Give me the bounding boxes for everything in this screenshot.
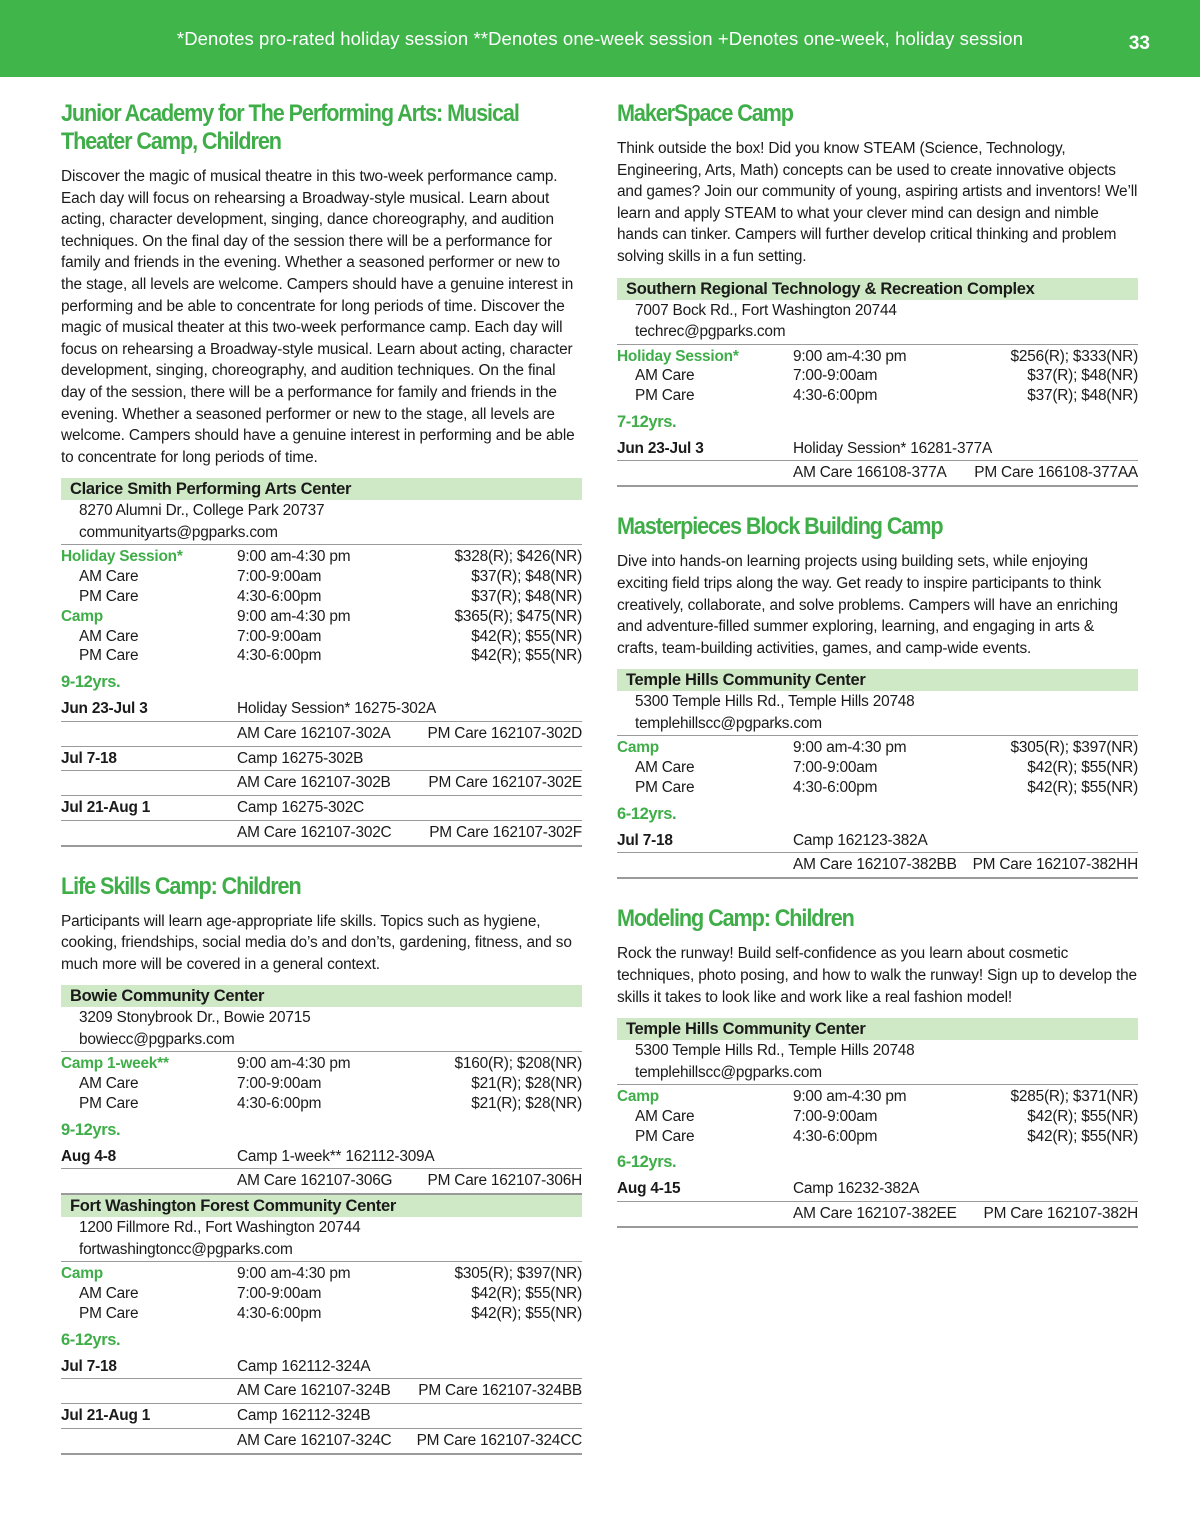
price-time: 9:00 am-4:30 pm <box>793 739 907 757</box>
price-time: 7:00-9:00am <box>237 627 322 645</box>
location-address: 1200 Fillmore Rd., Fort Washington 20744 <box>79 1219 361 1237</box>
location-block <box>61 478 582 846</box>
session-code-secondary: PM Care 162107-302D <box>427 724 582 742</box>
location-name: Clarice Smith Performing Arts Center <box>61 478 582 500</box>
price-label <box>61 567 237 587</box>
price-label <box>61 1054 237 1074</box>
price-label <box>61 1304 237 1324</box>
session-date: Jul 7-18 <box>617 831 673 849</box>
location-name: Fort Washington Forest Community Center <box>61 1195 582 1217</box>
price-time: 4:30-6:00pm <box>793 387 878 405</box>
price-time: 7:00-9:00am <box>237 1285 322 1303</box>
session-row <box>617 853 1138 878</box>
location-name: Temple Hills Community Center <box>617 1018 1138 1040</box>
price-row <box>61 627 582 647</box>
session-code: Holiday Session* 16281-377A <box>793 439 993 457</box>
price-label <box>61 646 237 666</box>
price-amount: $37(R); $48(NR) <box>1027 367 1138 385</box>
price-label-text: AM Care <box>79 1285 139 1303</box>
price-amount: $160(R); $208(NR) <box>454 1055 582 1073</box>
price-label-text: Camp <box>61 1265 103 1283</box>
price-time: 9:00 am-4:30 pm <box>793 347 907 365</box>
session-code: Camp 16275-302B <box>237 749 364 767</box>
age-range: 9-12yrs. <box>61 1120 121 1139</box>
price-time: 9:00 am-4:30 pm <box>237 1265 351 1283</box>
right-column <box>617 100 1138 1254</box>
price-label <box>617 386 793 406</box>
price-row <box>617 778 1138 798</box>
session-code: AM Care 162107-324B <box>237 1382 391 1400</box>
price-time: 4:30-6:00pm <box>237 1304 322 1322</box>
price-label <box>61 1094 237 1114</box>
session-row <box>61 1429 582 1454</box>
price-time: 7:00-9:00am <box>237 1075 322 1093</box>
session-code: AM Care 162107-382BB <box>793 856 957 874</box>
session-date: Jun 23-Jul 3 <box>61 700 148 718</box>
price-label <box>617 366 793 386</box>
price-row <box>61 607 582 627</box>
price-row <box>617 738 1138 758</box>
session-code: Camp 16275-302C <box>237 799 365 817</box>
price-time: 4:30-6:00pm <box>793 779 878 797</box>
price-time: 4:30-6:00pm <box>237 587 322 605</box>
price-label <box>617 1127 793 1147</box>
session-row <box>617 829 1138 854</box>
address-block <box>61 1217 582 1262</box>
price-amount: $42(R); $55(NR) <box>471 627 582 645</box>
price-row <box>61 547 582 567</box>
price-label-text: PM Care <box>79 647 139 665</box>
session-date: Jul 7-18 <box>61 1357 117 1375</box>
session-row <box>617 1202 1138 1227</box>
session-row <box>61 796 582 821</box>
price-row <box>617 1087 1138 1107</box>
price-row <box>61 1094 582 1114</box>
session-code-secondary: PM Care 162107-324BB <box>418 1382 582 1400</box>
session-code: Camp 16232-382A <box>793 1180 920 1198</box>
price-amount: $21(R); $28(NR) <box>471 1094 582 1112</box>
price-time: 4:30-6:00pm <box>793 1127 878 1145</box>
session-date: Aug 4-15 <box>617 1180 681 1198</box>
location-address: 7007 Bock Rd., Fort Washington 20744 <box>635 301 897 319</box>
price-label-text: PM Care <box>635 387 695 405</box>
price-amount: $365(R); $475(NR) <box>454 607 582 625</box>
location-email: communityarts@pgparks.com <box>79 523 278 541</box>
price-label <box>617 738 793 758</box>
session-date <box>617 461 793 485</box>
left-column <box>61 100 582 1481</box>
location-block <box>617 1018 1138 1228</box>
price-amount: $37(R); $48(NR) <box>1027 387 1138 405</box>
price-label-text: AM Care <box>635 759 695 777</box>
price-amount: $21(R); $28(NR) <box>471 1075 582 1093</box>
price-label <box>61 607 237 627</box>
price-amount: $42(R); $55(NR) <box>1027 1107 1138 1125</box>
header-bar <box>0 0 1200 77</box>
location-email: fortwashingtoncc@pgparks.com <box>79 1240 293 1258</box>
price-row <box>61 587 582 607</box>
session-row <box>61 722 582 747</box>
session-row <box>61 697 582 722</box>
price-amount: $37(R); $48(NR) <box>471 568 582 586</box>
location-name: Southern Regional Technology & Recreation Complex <box>617 278 1138 300</box>
session-code: Holiday Session* 16275-302A <box>237 700 437 718</box>
session-code: Camp 162123-382A <box>793 831 928 849</box>
session-code: AM Care 162107-382EE <box>793 1204 957 1222</box>
price-row <box>61 1054 582 1074</box>
camp-title: Life Skills Camp: Children <box>61 872 301 900</box>
session-code-secondary: PM Care 162107-302E <box>428 774 582 792</box>
location-name: Bowie Community Center <box>61 985 582 1007</box>
price-label-text: Camp <box>61 607 103 625</box>
location-name: Temple Hills Community Center <box>617 669 1138 691</box>
price-label <box>61 1284 237 1304</box>
camp-description: Discover the magic of musical theatre in this two-week performance camp. Each day will focus on rehearsing a Broadway-style musical. Learn about acting, character development, singing, dance choreography, and audition techniques. On the final day of the session there will be a performance for family and friends in the evening. Whether a seasoned performer or new to the stage, all levels are welcome. Campers should have a genuine interest in performing and be able to concentrate for long periods of time. Discover the magic of musical theater at this two-week performance camp. Each day will focus on rehearsing a Broadway-style musical. Learn about acting, character development, singing, choreography, and audition techniques. On the final day of the session, there will be a performance for family and friends in the evening. Whether a seasoned performer or new to the stage, all levels are welcome. Campers should have a genuine interest in performing and be able to concentrate for long periods of time. <box>61 168 575 466</box>
price-label-text: AM Care <box>635 367 695 385</box>
camp-title: Masterpieces Block Building Camp <box>617 513 943 541</box>
price-time: 7:00-9:00am <box>793 1107 878 1125</box>
price-amount: $42(R); $55(NR) <box>1027 759 1138 777</box>
session-code: AM Care 162107-302B <box>237 774 391 792</box>
session-date <box>617 1202 793 1226</box>
session-code: Camp 162112-324B <box>237 1407 371 1425</box>
location-address: 3209 Stonybrook Dr., Bowie 20715 <box>79 1009 311 1027</box>
session-code-secondary: PM Care 166108-377AA <box>974 464 1138 482</box>
price-time: 7:00-9:00am <box>237 568 322 586</box>
age-range: 6-12yrs. <box>617 804 677 823</box>
age-range: 9-12yrs. <box>61 673 121 692</box>
session-code: AM Care 162107-302A <box>237 724 391 742</box>
price-label <box>61 1074 237 1094</box>
price-label-text: PM Care <box>79 1094 139 1112</box>
price-table <box>61 1052 582 1113</box>
session-date <box>617 853 793 877</box>
price-row <box>61 1304 582 1324</box>
price-label <box>617 347 793 367</box>
price-amount: $256(R); $333(NR) <box>1010 347 1138 365</box>
camp-title: MakerSpace Camp <box>617 100 793 127</box>
price-time: 9:00 am-4:30 pm <box>237 607 351 625</box>
price-label-text: Holiday Session* <box>61 548 183 566</box>
location-block <box>61 1195 582 1454</box>
location-address: 8270 Alumni Dr., College Park 20737 <box>79 502 325 520</box>
camp-section-modeling-camp-children <box>617 905 1138 1228</box>
age-range: 6-12yrs. <box>61 1330 121 1349</box>
session-code: AM Care 162107-306G <box>237 1172 393 1190</box>
price-label <box>61 1264 237 1284</box>
price-amount: $285(R); $371(NR) <box>1010 1088 1138 1106</box>
session-date: Jul 21-Aug 1 <box>61 799 151 817</box>
camp-section-life-skills-camp-children <box>61 873 582 1455</box>
session-date <box>61 771 237 795</box>
session-row <box>61 1379 582 1404</box>
price-amount: $305(R); $397(NR) <box>454 1265 582 1283</box>
location-address: 5300 Temple Hills Rd., Temple Hills 20748 <box>635 1042 915 1060</box>
session-row <box>61 747 582 772</box>
location-address: 5300 Temple Hills Rd., Temple Hills 20748 <box>635 693 915 711</box>
price-label-text: PM Care <box>635 779 695 797</box>
session-row <box>61 1169 582 1194</box>
price-row <box>61 567 582 587</box>
price-table <box>61 1262 582 1323</box>
location-block <box>617 669 1138 879</box>
age-range: 6-12yrs. <box>617 1153 677 1172</box>
price-label <box>61 547 237 567</box>
price-label <box>617 778 793 798</box>
session-code: Camp 162112-324A <box>237 1357 371 1375</box>
price-row <box>61 1284 582 1304</box>
price-label <box>61 627 237 647</box>
price-amount: $42(R); $55(NR) <box>1027 1127 1138 1145</box>
session-date: Jun 23-Jul 3 <box>617 439 704 457</box>
camp-description: Dive into hands-on learning projects using building sets, while enjoying exciting field trips along the way. Get ready to inspire participants to think creatively, collaborate, and solve problems. Campers will have an enriching and adventure-filled summer exploring, learning, and engaging in arts & crafts, team-building activities, games, and camp-wide events. <box>617 553 1118 657</box>
location-email: templehillscc@pgparks.com <box>635 714 822 732</box>
session-date <box>61 1429 237 1453</box>
session-row <box>61 1404 582 1429</box>
price-time: 7:00-9:00am <box>793 759 878 777</box>
price-time: 9:00 am-4:30 pm <box>237 1055 351 1073</box>
camp-description: Rock the runway! Build self-confidence as you learn about cosmetic techniques, photo posing, and how to walk the runway! Sign up to develop the skills it takes to look like and work like a real fashion model! <box>617 945 1137 1006</box>
price-label-text: AM Care <box>79 1075 139 1093</box>
session-code-secondary: PM Care 162107-382H <box>983 1204 1138 1222</box>
session-code: AM Care 162107-324C <box>237 1431 392 1449</box>
price-table <box>617 1085 1138 1146</box>
session-date <box>61 1379 237 1403</box>
page-number: 33 <box>1128 33 1150 54</box>
session-code: AM Care 166108-377A <box>793 464 947 482</box>
price-label-text: PM Care <box>79 587 139 605</box>
price-table <box>61 545 582 666</box>
camp-section-junior-academy-for-the-performing-arts-musical-theater-camp-children <box>61 100 582 847</box>
session-date <box>61 821 237 845</box>
camp-section-makerspace-camp <box>617 100 1138 487</box>
price-row <box>617 1127 1138 1147</box>
price-label <box>617 1087 793 1107</box>
price-row <box>61 1074 582 1094</box>
price-time: 9:00 am-4:30 pm <box>793 1088 907 1106</box>
price-row <box>617 1107 1138 1127</box>
session-date: Aug 4-8 <box>61 1147 117 1165</box>
price-time: 9:00 am-4:30 pm <box>237 548 351 566</box>
price-time: 4:30-6:00pm <box>237 1094 322 1112</box>
price-label-text: AM Care <box>79 627 139 645</box>
price-label-text: PM Care <box>79 1304 139 1322</box>
price-label <box>617 758 793 778</box>
price-amount: $42(R); $55(NR) <box>471 1285 582 1303</box>
session-date: Jul 21-Aug 1 <box>61 1407 151 1425</box>
price-amount: $42(R); $55(NR) <box>1027 779 1138 797</box>
price-label-text: Camp <box>617 739 659 757</box>
address-block <box>617 300 1138 345</box>
price-label-text: Camp 1-week** <box>61 1055 169 1073</box>
session-date: Jul 7-18 <box>61 749 117 767</box>
session-row <box>61 1145 582 1170</box>
price-row <box>61 646 582 666</box>
session-date <box>61 1169 237 1193</box>
session-code-secondary: PM Care 162107-324CC <box>416 1431 582 1449</box>
price-row <box>617 386 1138 406</box>
price-amount: $328(R); $426(NR) <box>454 548 582 566</box>
price-label-text: Holiday Session* <box>617 347 739 365</box>
location-block <box>61 985 582 1195</box>
session-row <box>61 1355 582 1380</box>
session-code: Camp 1-week** 162112-309A <box>237 1147 435 1165</box>
price-time: 4:30-6:00pm <box>237 647 322 665</box>
address-block <box>617 691 1138 736</box>
camp-title: Modeling Camp: Children <box>617 905 854 933</box>
header-note: *Denotes pro-rated holiday session **Denotes one-week session +Denotes one-week, holiday session <box>176 28 1024 49</box>
session-row <box>617 1177 1138 1202</box>
age-range: 7-12yrs. <box>617 412 677 431</box>
price-table <box>617 345 1138 406</box>
price-amount: $42(R); $55(NR) <box>471 1304 582 1322</box>
price-amount: $42(R); $55(NR) <box>471 647 582 665</box>
price-label <box>61 587 237 607</box>
session-code-secondary: PM Care 162107-382HH <box>972 856 1138 874</box>
address-block <box>61 1007 582 1052</box>
session-code-secondary: PM Care 162107-306H <box>427 1172 582 1190</box>
camp-section-masterpieces-block-building-camp <box>617 513 1138 879</box>
address-block <box>61 500 582 545</box>
session-row <box>61 821 582 846</box>
price-amount: $37(R); $48(NR) <box>471 587 582 605</box>
price-label-text: AM Care <box>635 1107 695 1125</box>
session-row <box>617 461 1138 486</box>
price-label-text: Camp <box>617 1088 659 1106</box>
price-row <box>617 347 1138 367</box>
price-row <box>617 366 1138 386</box>
price-label <box>617 1107 793 1127</box>
price-table <box>617 736 1138 797</box>
price-row <box>61 1264 582 1284</box>
location-email: templehillscc@pgparks.com <box>635 1063 822 1081</box>
price-label-text: PM Care <box>635 1127 695 1145</box>
session-row <box>617 437 1138 462</box>
camp-description: Participants will learn age-appropriate life skills. Topics such as hygiene, cooking, friendships, social media do’s and don’ts, gardening, fitness, and so much more will be covered in a general context. <box>61 912 572 973</box>
price-row <box>617 758 1138 778</box>
price-time: 7:00-9:00am <box>793 367 878 385</box>
price-amount: $305(R); $397(NR) <box>1010 739 1138 757</box>
address-block <box>617 1040 1138 1085</box>
camp-description: Think outside the box! Did you know STEAM (Science, Technology, Engineering, Arts, Math) concepts can be used to create innovative objects and games? Join our community of young, aspiring artists and inventors! We’ll learn and apply STEAM to what your clever mind can design and nimble hands can tinker. Campers will further develop critical thinking and problem solving skills in a fun setting. <box>617 140 1138 265</box>
session-row <box>61 771 582 796</box>
price-label-text: AM Care <box>79 568 139 586</box>
session-date <box>61 722 237 746</box>
location-block <box>617 278 1138 488</box>
session-code-secondary: PM Care 162107-302F <box>429 823 582 841</box>
camp-title: Junior Academy for The Performing Arts: Musical Theater Camp, Children <box>61 100 519 155</box>
session-code: AM Care 162107-302C <box>237 823 392 841</box>
location-email: techrec@pgparks.com <box>635 323 786 341</box>
location-email: bowiecc@pgparks.com <box>79 1030 235 1048</box>
